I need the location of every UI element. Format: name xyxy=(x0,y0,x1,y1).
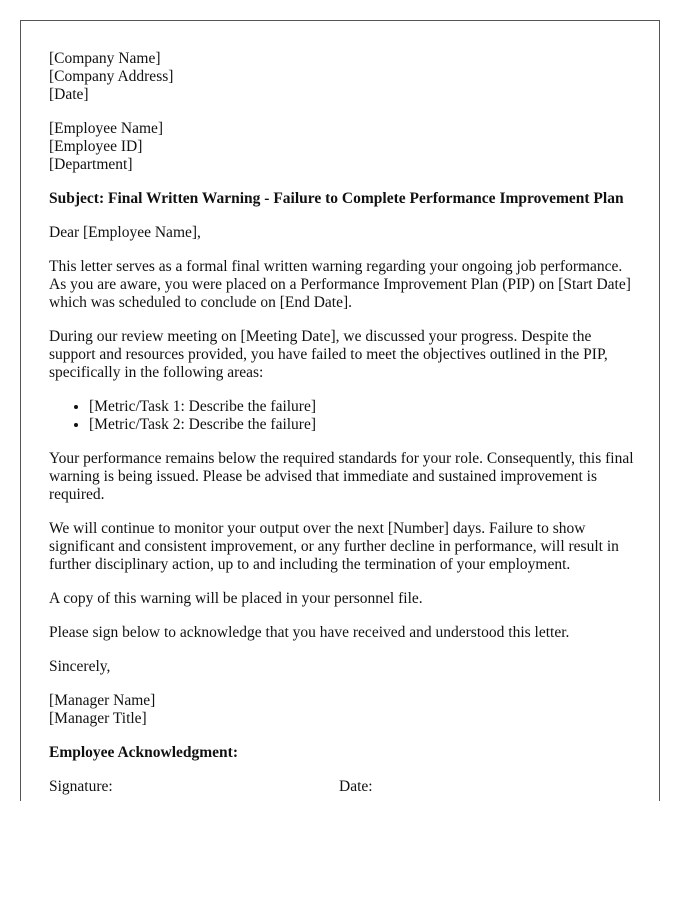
paragraph-intro: This letter serves as a formal final written warning regarding your ongoing job performance. As you are aware, you were placed on a Performance Improvement Plan (PIP) on [Start Date] which was scheduled to conclude on [End Date]. xyxy=(49,258,631,311)
letter-date: [Date] xyxy=(49,86,89,103)
salutation: Dear [Employee Name], xyxy=(49,224,201,241)
paragraph-review: During our review meeting on [Meeting Date], we discussed your progress. Despite the support and resources provided, you have failed to meet the objectives outlined in the PIP, specifically in the following areas: xyxy=(49,328,608,381)
closing: Sincerely, xyxy=(49,658,111,675)
company-name: [Company Name] xyxy=(49,50,161,67)
company-address: [Company Address] xyxy=(49,68,174,85)
paragraph-personnel-file: A copy of this warning will be placed in your personnel file. xyxy=(49,590,423,607)
paragraph-standards: Your performance remains below the required standards for your role. Consequently, this final warning is being issued. Please be advised that immediate and sustained improvement is required. xyxy=(49,450,634,503)
date-label: Date: xyxy=(339,778,373,795)
recipient-block xyxy=(49,120,639,174)
letter-content xyxy=(49,50,639,796)
manager-name: [Manager Name] xyxy=(49,692,156,709)
failure-item: • [Metric/Task 2: Describe the failure] xyxy=(89,416,639,434)
manager-title: [Manager Title] xyxy=(49,710,147,727)
manager-block xyxy=(49,692,639,728)
signature-label: Signature: xyxy=(49,778,113,795)
acknowledgment-heading: Employee Acknowledgment: xyxy=(49,744,239,761)
subject-line: Subject: Final Written Warning - Failure to Complete Performance Improvement Plan xyxy=(49,190,624,207)
signature-row xyxy=(49,778,639,796)
failure-list xyxy=(49,398,639,434)
letter-page xyxy=(20,20,660,801)
failure-item: • [Metric/Task 1: Describe the failure] xyxy=(89,398,639,416)
paragraph-monitoring: We will continue to monitor your output over the next [Number] days. Failure to show significant and consistent improvement, or any further decline in performance, will result in further disciplinary action, up to and including the termination of your employment. xyxy=(49,520,619,573)
employee-name: [Employee Name] xyxy=(49,120,164,137)
employee-id: [Employee ID] xyxy=(49,138,143,155)
department: [Department] xyxy=(49,156,133,173)
paragraph-sign-request: Please sign below to acknowledge that you have received and understood this letter. xyxy=(49,624,570,641)
sender-block xyxy=(49,50,639,104)
